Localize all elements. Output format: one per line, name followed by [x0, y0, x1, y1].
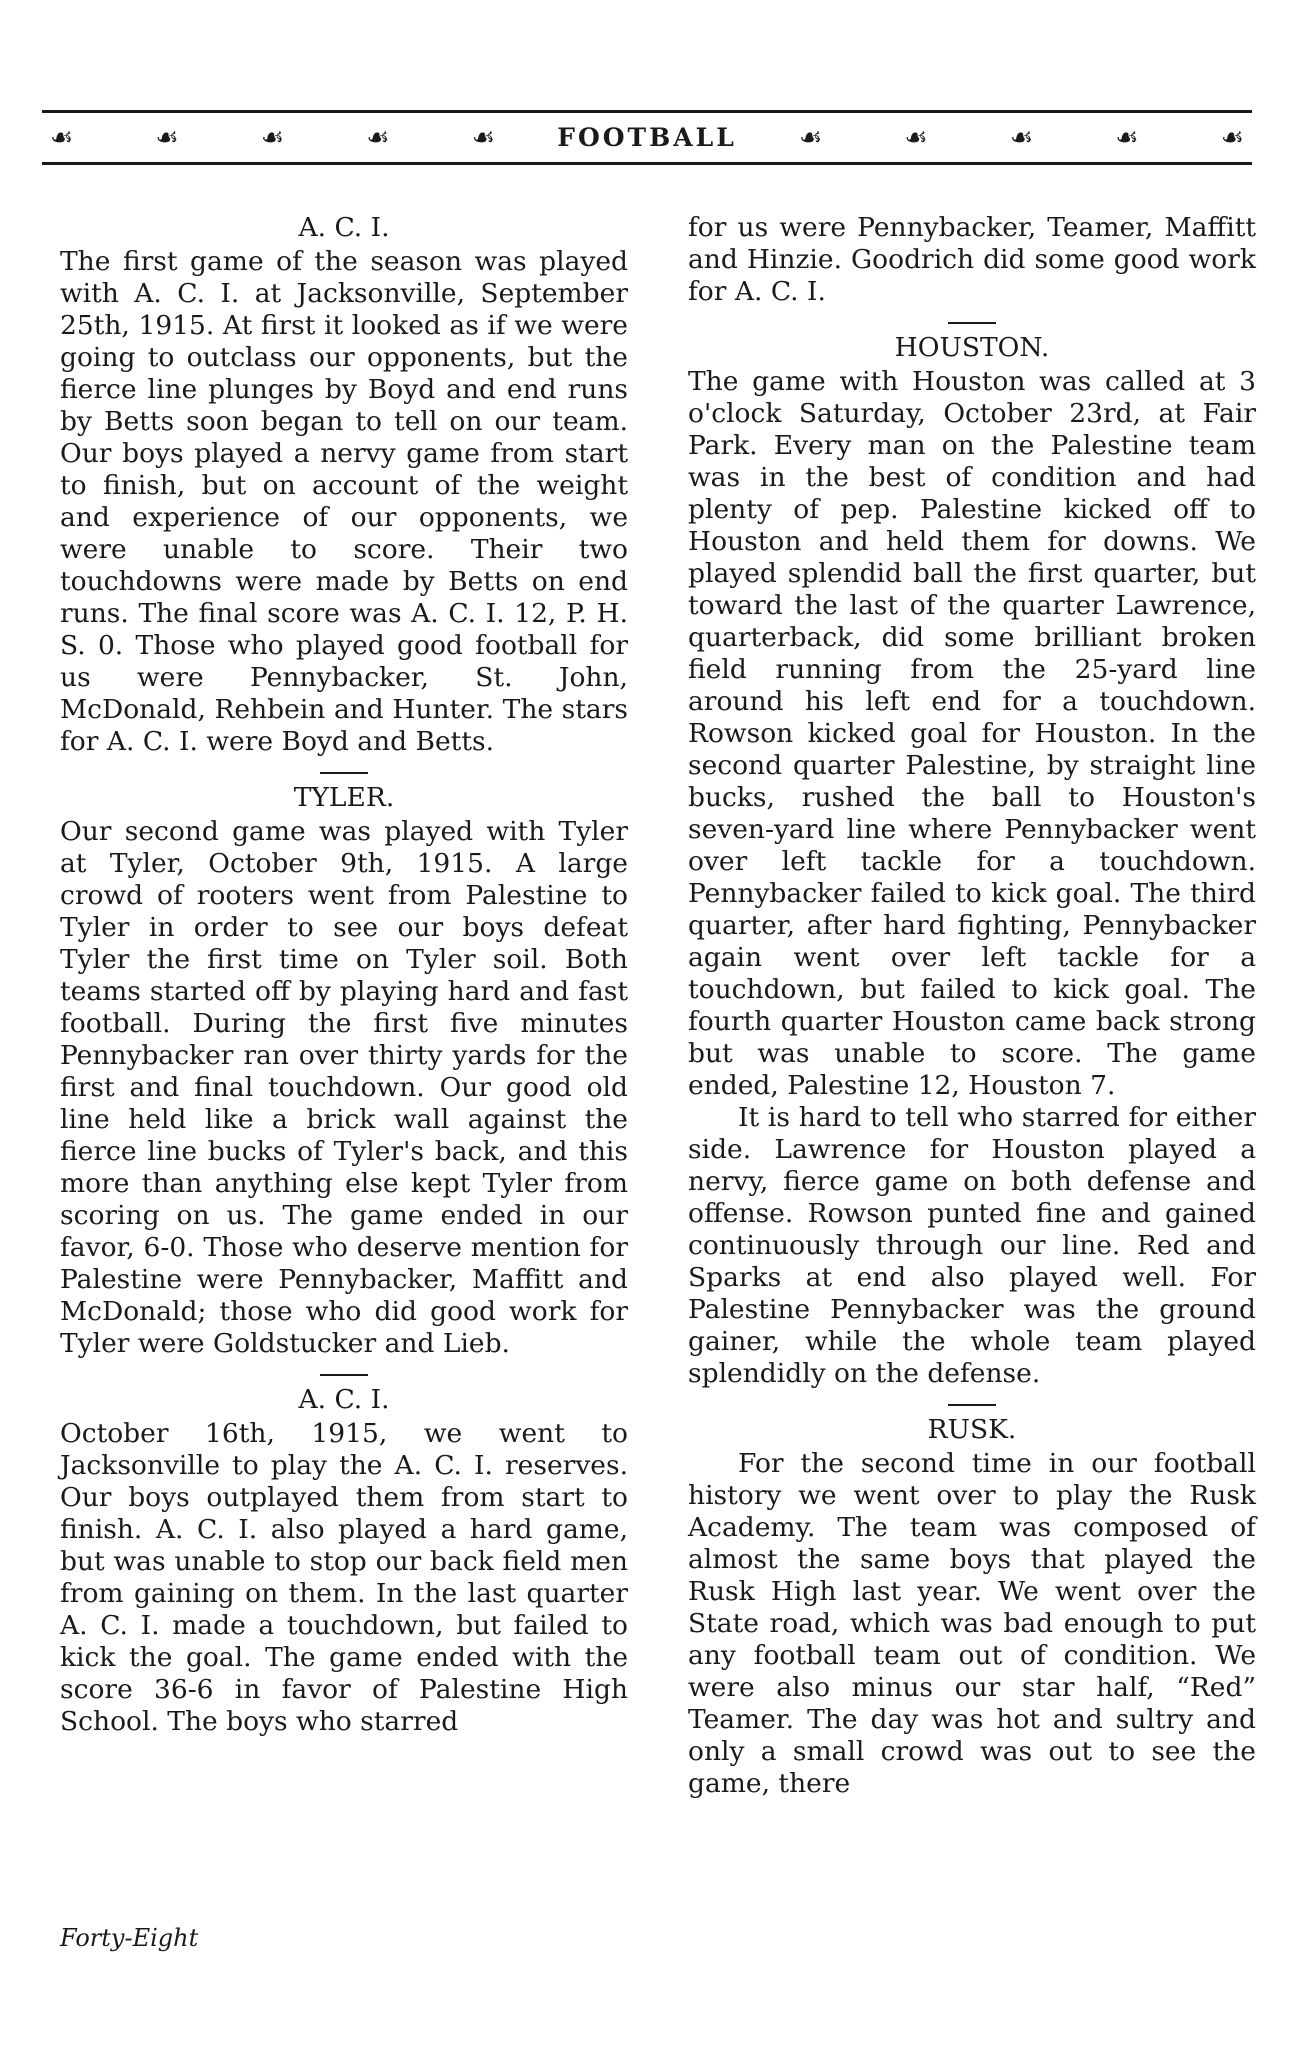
fleuron-icon: ☙ — [1009, 122, 1034, 153]
header-ornaments-left — [50, 122, 495, 153]
fleuron-icon: ☙ — [799, 122, 823, 153]
fleuron-icon: ☙ — [260, 122, 285, 153]
section-divider — [320, 772, 368, 774]
article-title-aci: A. C. I. — [298, 212, 390, 243]
left-column — [60, 212, 628, 1738]
fleuron-icon: ☙ — [904, 122, 928, 153]
article-title-rusk: RUSK. — [927, 1414, 1017, 1445]
section-divider — [948, 1404, 996, 1406]
article-paragraph: October 16th, 1915, we went to Jacksonville to play the A. C. I. reserves. Our boys outplayed them from start to finish. A. C. I. also played a hard game, but was unable to stop our back field men from gaining on them. In the last quarter A. C. I. made a touchdown, but failed to kick the goal. The game ended with the score 36-6 in favor of Palestine High School. The boys who starred — [60, 1418, 628, 1737]
right-column — [688, 212, 1256, 1800]
article-title-aci-reserves: A. C. I. — [298, 1384, 390, 1415]
article-title-houston: HOUSTON. — [894, 332, 1050, 363]
article-paragraph: The first game of the season was played with A. C. I. at Jacksonville, September 25th, 1915. At first it looked as if we were going to outclass our opponents, but the fierce line plunges by Boyd and end runs by Betts soon began to tell on our team. Our boys played a nervy game from start to finish, but on account of the weight and experience of our opponents, we were unable to score. Their two touchdowns were made by Betts on end runs. The final score was A. C. I. 12, P. H. S. 0. Those who played good football for us were Pennybacker, St. John, McDonald, Rehbein and Hunter. The stars for A. C. I. were Boyd and Betts. — [60, 246, 628, 757]
fleuron-icon: ☙ — [1220, 122, 1244, 153]
article-paragraph: The game with Houston was called at 3 o'clock Saturday, October 23rd, at Fair Park. Every man on the Palestine team was in the best of condition and had plenty of pep. Palestine kicked off to Houston and held them for downs. We played splendid ball the first quarter, but toward the last of the quarter Lawrence, quarterback, did some brilliant broken field running from the 25-yard line around his left end for a touchdown. Rowson kicked goal for Houston. In the second quarter Palestine, by straight line bucks, rushed the ball to Houston's seven-yard line where Pennybacker went over left tackle for a touchdown. Pennybacker failed to kick goal. The third quarter, after hard fighting, Pennybacker again went over left tackle for a touchdown, but failed to kick goal. The fourth quarter Houston came back strong but was unable to score. The game ended, Palestine 12, Houston 7. — [688, 366, 1256, 1101]
header-ornaments-right — [799, 122, 1244, 153]
article-continuation: for us were Pennybacker, Teamer, Maffitt and Hinzie. Goodrich did some good work for A. C. I. — [688, 212, 1256, 307]
fleuron-icon: ☙ — [366, 122, 390, 153]
fleuron-icon: ☙ — [1115, 122, 1139, 153]
section-heading: FOOTBALL — [557, 123, 737, 152]
section-divider — [948, 322, 996, 324]
page-header — [42, 110, 1252, 165]
article-paragraph: It is hard to tell who starred for either side. Lawrence for Houston played a nervy, fierce game on both defense and offense. Rowson punted fine and gained continuously through our line. Red and Sparks at end also played well. For Palestine Pennybacker was the ground gainer, while the whole team played splendidly on the defense. — [688, 1102, 1256, 1389]
article-paragraph: For the second time in our football history we went over to play the Rusk Academy. The team was composed of almost the same boys that played the Rusk High last year. We went over the State road, which was bad enough to put any football team out of condition. We were also minus our star half, “Red” Teamer. The day was hot and sultry and only a small crowd was out to see the game, there — [688, 1448, 1256, 1799]
fleuron-icon: ☙ — [155, 122, 179, 153]
page-number: Forty-Eight — [60, 1924, 199, 1952]
fleuron-icon: ☙ — [471, 122, 495, 153]
article-paragraph: Our second game was played with Tyler at Tyler, October 9th, 1915. A large crowd of rooters went from Palestine to Tyler in order to see our boys defeat Tyler the first time on Tyler soil. Both teams started off by playing hard and fast football. During the first five minutes Pennybacker ran over thirty yards for the first and final touchdown. Our good old line held like a brick wall against the fierce line bucks of Tyler's back, and this more than anything else kept Tyler from scoring on us. The game ended in our favor, 6-0. Those who deserve mention for Palestine were Pennybacker, Maffitt and McDonald; those who did good work for Tyler were Goldstucker and Lieb. — [60, 816, 628, 1359]
fleuron-icon: ☙ — [50, 122, 74, 153]
article-title-tyler: TYLER. — [293, 782, 395, 813]
section-divider — [320, 1374, 368, 1376]
